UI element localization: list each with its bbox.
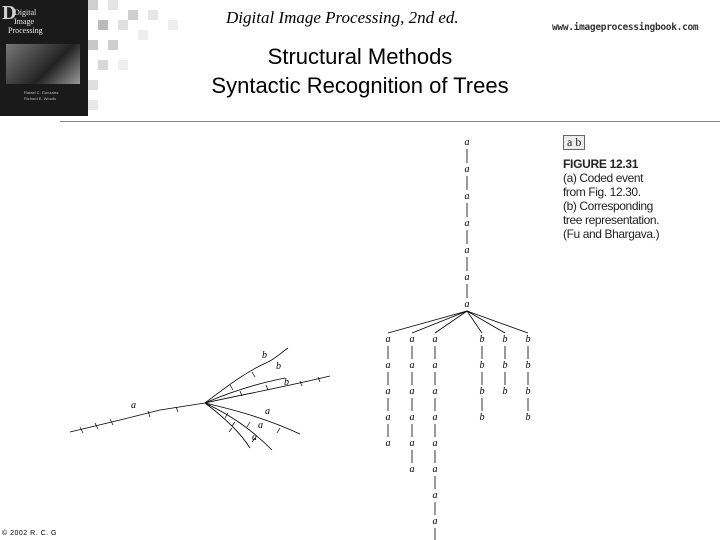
tree-branch-edge xyxy=(467,311,505,333)
tree-left-col1-node: a xyxy=(385,360,391,371)
tree-right-col1-node: b xyxy=(479,412,485,423)
event-label-a1: a xyxy=(265,406,270,417)
tree-left-col1-node: a xyxy=(385,438,391,449)
tree-branch-edge xyxy=(467,311,482,333)
tree-trunk-node: a xyxy=(464,272,470,283)
tree-left-col1-node: a xyxy=(385,412,391,423)
tree-left-col3-node: a xyxy=(432,516,438,527)
event-label-a3: a xyxy=(252,432,257,443)
event-label-a2: a xyxy=(258,420,263,431)
tree-branch-edge xyxy=(388,311,467,333)
slide-title-line2: Syntactic Recognition of Trees xyxy=(211,73,509,98)
caption-line-3: (b) Corresponding xyxy=(563,199,653,213)
event-segment-a xyxy=(70,403,205,432)
tree-left-col1-node: a xyxy=(385,386,391,397)
tree-right-col1-node: b xyxy=(479,386,485,397)
tree-trunk-node: a xyxy=(464,218,470,229)
tree-left-col1-node: a xyxy=(385,334,391,345)
header-divider xyxy=(60,121,720,122)
website-url: www.imageprocessingbook.com xyxy=(552,22,699,33)
tree-left-col3-node: a xyxy=(432,412,438,423)
slide-title-line1: Structural Methods xyxy=(267,44,453,69)
event-label-a: a xyxy=(131,400,136,411)
copyright-notice: © 2002 R. C. G xyxy=(2,530,57,537)
tree-left-col2-node: a xyxy=(409,438,415,449)
book-cover-title-line1: Digital xyxy=(14,8,37,17)
tree-trunk-node: a xyxy=(464,164,470,175)
tree-left-col2-node: a xyxy=(409,412,415,423)
tree-trunk-node: a xyxy=(464,299,470,310)
tree-left-col3-node: a xyxy=(432,334,438,345)
figure-panel-labels: a b xyxy=(563,135,585,150)
tree-left-col3-node: a xyxy=(432,360,438,371)
book-title: Digital Image Processing, 2nd ed. xyxy=(226,8,459,27)
tree-right-col3-node: b xyxy=(525,360,531,371)
tree-right-col1-node: b xyxy=(479,360,485,371)
event-segment-b1 xyxy=(205,362,268,403)
caption-line-4: tree representation. xyxy=(563,213,660,227)
tree-right-col3-node: b xyxy=(525,386,531,397)
caption-line-2: from Fig. 12.30. xyxy=(563,185,641,199)
figure-12-31 xyxy=(60,128,580,540)
caption-line-1: (a) Coded event xyxy=(563,171,644,185)
event-label-b2: b xyxy=(276,361,281,372)
book-cover-image xyxy=(0,0,88,116)
tree-right-col3-node: b xyxy=(525,334,531,345)
tree-left-col3-node: a xyxy=(432,386,438,397)
tree-left-col3-node: a xyxy=(432,438,438,449)
event-segment-b2 xyxy=(205,378,285,403)
tree-left-col3-node: a xyxy=(432,490,438,501)
tree-trunk-node: a xyxy=(464,245,470,256)
tree-trunk-node: a xyxy=(464,191,470,202)
book-cover-author2: Richard E. Woods xyxy=(24,96,57,101)
tree-branch-edge xyxy=(467,311,528,333)
event-label-b3: b xyxy=(284,377,289,388)
tree-left-col2-node: a xyxy=(409,360,415,371)
book-cover-photo xyxy=(6,44,80,84)
tree-right-col2-node: b xyxy=(502,334,508,345)
tree-left-col2-node: a xyxy=(409,386,415,397)
slide-title xyxy=(150,42,570,100)
tree-representation xyxy=(386,137,531,540)
figure-caption xyxy=(563,133,659,241)
book-cover-title-line3: Processing xyxy=(8,26,43,35)
tree-left-col2-node: a xyxy=(409,464,415,475)
tree-left-col3-node: a xyxy=(432,464,438,475)
tree-trunk-node: a xyxy=(464,137,470,148)
event-segment-b1-tail xyxy=(268,348,288,362)
book-cover-title-line2: Image xyxy=(14,17,34,26)
book-cover-letter: D xyxy=(2,2,17,24)
caption-line-5: (Fu and Bhargava.) xyxy=(563,227,660,241)
event-label-b1: b xyxy=(262,350,267,361)
tree-left-col2-node: a xyxy=(409,334,415,345)
tree-right-col2-node: b xyxy=(502,386,508,397)
figure-label: FIGURE 12.31 xyxy=(563,157,639,171)
coded-event-diagram xyxy=(70,348,330,450)
tree-right-col3-node: b xyxy=(525,412,531,423)
tree-right-col2-node: b xyxy=(502,360,508,371)
event-segment-a1 xyxy=(205,403,300,434)
tree-right-col1-node: b xyxy=(479,334,485,345)
book-cover-author1: Rafael C. Gonzalez xyxy=(24,90,59,95)
